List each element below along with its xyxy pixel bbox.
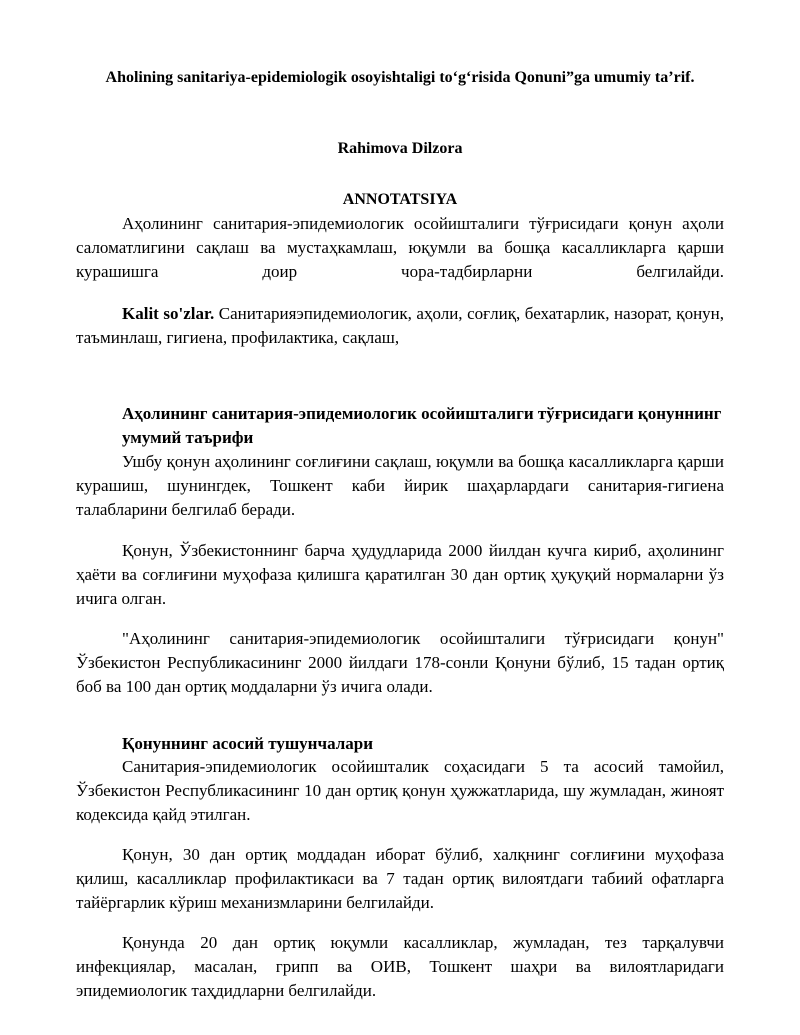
author-name: Rahimova Dilzora [337,140,463,157]
section2-paragraph-1: Санитария-эпидемиологик осойишталик соҳасидаги 5 та асосий тамойил, Ўзбекистон Республикасининг 10 дан ортиқ қонун ҳужжатларида, шу жумладан, жиноят кодексида қайд этилган. [76,757,724,824]
section1-heading: Аҳолининг санитария-эпидемиологик осойишталиги тўғрисидаги қонуннинг умумий таърифи [122,404,722,447]
keywords-label: Kalit so'zlar. [122,304,215,323]
annotation-paragraph: Аҳолининг санитария-эпидемиологик осойишталиги тўғрисидаги қонун аҳоли саломатлигини сақлаш ва мустаҳкамлаш, юқумли ва бошқа касалликларга қарши курашишга доир чора-тадбирларни белгилайди. [76,214,724,281]
annotation-heading: ANNOTATSIYA [342,191,458,208]
section1-paragraph-1: Ушбу қонун аҳолининг соғлиғини сақлаш, юқумли ва бошқа касалликларга қарши курашиш, шунингдек, Тошкент каби йирик шаҳарлардаги санитария-гигиена талабларини белгилаб беради. [76,452,724,519]
keywords-text: Санитарияэпидемиологик, аҳоли, соғлиқ, бехатарлик, назорат, қонун, таъминлаш, гигиена, профилактика, сақлаш, [76,304,725,347]
section1-paragraph-2: Қонун, Ўзбекистоннинг барча ҳудудларида 2000 йилдан кучга кириб, аҳолининг ҳаёти ва соғлиғини муҳофаза қилишга қаратилган 30 дан ортиқ ҳуқуқий нормаларни ўз ичига олган. [76,541,724,608]
section2-heading: Қонуннинг асосий тушунчалари [122,734,373,753]
keywords-paragraph [76,302,724,350]
section1-paragraph-3: "Аҳолининг санитария-эпидемиологик осойишталиги тўғрисидаги қонун" Ўзбекистон Республикасининг 2000 йилдаги 178-сонли Қонуни бўлиб, 15 тадан ортиқ боб ва 100 дан ортиқ моддаларни ўз ичига олади. [76,629,724,696]
section2-paragraph-3: Қонунда 20 дан ортиқ юқумли касалликлар, жумладан, тез тарқалувчи инфекциялар, масалан, грипп ва ОИВ, Тошкент шаҳри ва вилоятларидаги эпидемиологик таҳдидларни белгилайди. [76,933,724,1000]
section2-paragraph-2: Қонун, 30 дан ортиқ моддадан иборат бўлиб, халқнинг соғлиғини муҳофаза қилиш, касалликлар профилактикаси ва 7 тадан ортиқ вилоятдаги табиий офатларга тайёргарлик кўриш механизмларини белгилайди. [76,845,724,912]
document-title: Aholining sanitariya-epidemiologik osoyishtaligi to‘g‘risida Qonuni”ga umumiy ta’rif. [105,69,695,86]
